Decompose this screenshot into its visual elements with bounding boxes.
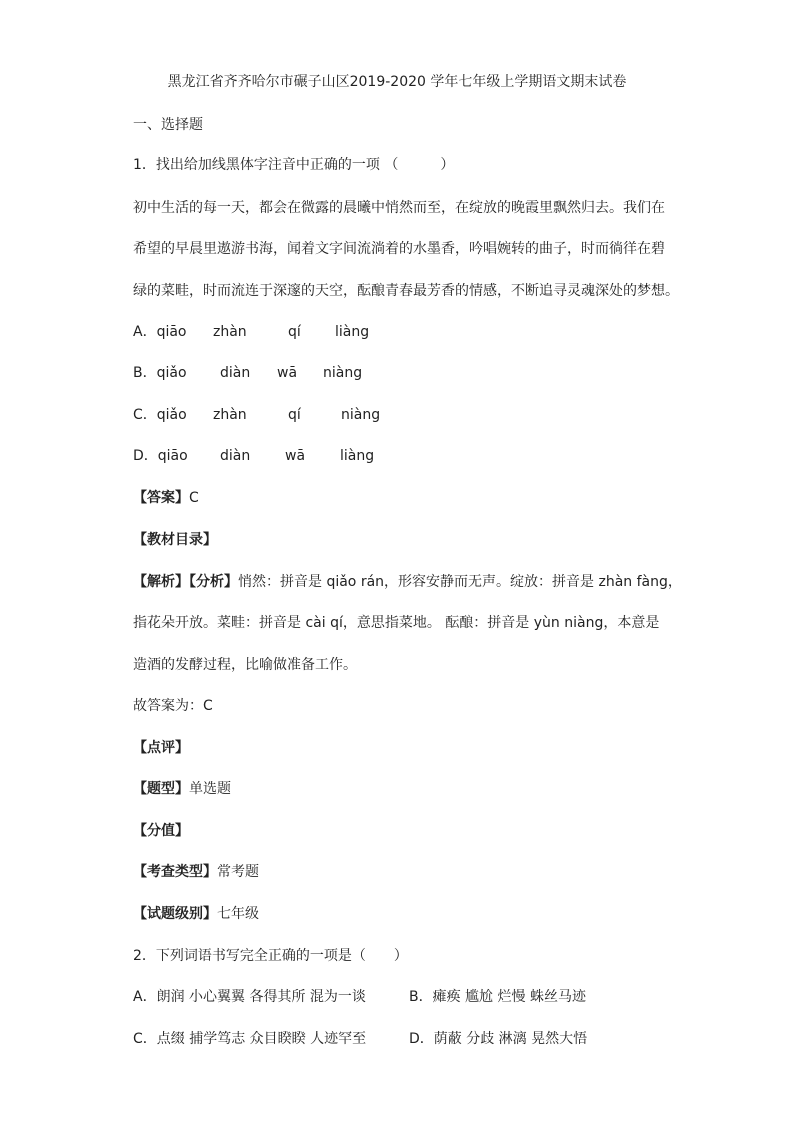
level-tag: 【试题级别】	[133, 906, 217, 922]
option-pinyin: wā	[277, 365, 298, 381]
section-heading: 一、选择题	[133, 117, 203, 133]
option-pinyin: qí	[288, 407, 301, 423]
option-pinyin: liàng	[340, 448, 375, 464]
exam-type-value: 常考题	[217, 864, 259, 880]
analysis-line-3: 造酒的发酵过程，比喻做准备工作。	[133, 657, 357, 673]
level-value: 七年级	[217, 906, 259, 922]
option-pinyin: diàn	[220, 448, 251, 464]
option-pinyin: wā	[285, 448, 306, 464]
type-tag: 【题型】	[133, 781, 189, 797]
type-value: 单选题	[189, 781, 231, 797]
option-label: B．qiǎo	[133, 365, 187, 381]
catalog-tag: 【教材目录】	[133, 532, 217, 548]
level-line	[133, 904, 259, 924]
exam-type-tag: 【考查类型】	[133, 864, 217, 880]
question-1-passage-line-3: 绿的菜畦，时而流连于深邃的天空，酝酿青春最芳香的情感，不断追寻灵魂深处的梦想。	[133, 283, 679, 299]
option-pinyin: diàn	[220, 365, 251, 381]
option-pinyin: qí	[288, 324, 301, 340]
answer-tag: 【答案】	[133, 490, 189, 506]
option-pinyin: liàng	[335, 324, 370, 340]
option-pinyin: zhàn	[213, 407, 247, 423]
option-label: C．qiǎo	[133, 407, 187, 423]
analysis-tag: 【解析】【分析】	[133, 574, 238, 590]
answer-line	[133, 488, 199, 508]
analysis-text: 悄然：拼音是 qiǎo rán，形容安静而无声。绽放：拼音是 zhàn fàng，	[238, 574, 682, 590]
analysis-line-1	[133, 572, 682, 592]
type-line	[133, 779, 231, 799]
question-2-option-a: A．朗润 小心翼翼 各得其所 混为一谈	[133, 989, 366, 1005]
analysis-line-2: 指花朵开放。菜畦：拼音是 cài qí，意思指菜地。 酝酿：拼音是 yùn niàng，本意是	[133, 615, 660, 631]
option-pinyin: niàng	[323, 365, 363, 381]
page-title: 黑龙江省齐齐哈尔市碾子山区2019-2020 学年七年级上学期语文期末试卷	[167, 74, 627, 90]
option-pinyin: niàng	[341, 407, 381, 423]
question-2-option-d: D．荫蔽 分歧 淋漓 晃然大悟	[409, 1031, 588, 1047]
exam-type-line	[133, 862, 259, 882]
option-pinyin: zhàn	[213, 324, 247, 340]
question-2-option-b: B．瘫痪 尴尬 烂慢 蛛丝马迹	[409, 989, 586, 1005]
question-1-passage-line-2: 希望的早晨里遨游书海，闻着文字间流淌着的水墨香，吟唱婉转的曲子，时而徜徉在碧	[133, 241, 665, 257]
conclusion: 故答案为：C	[133, 698, 213, 714]
answer-value: C	[189, 490, 199, 506]
question-2-option-c: C．点缀 捕学笃志 众目睽睽 人迹罕至	[133, 1031, 367, 1047]
option-label: D．qiāo	[133, 448, 188, 464]
question-2-stem: 2．下列词语书写完全正确的一项是（ ）	[133, 948, 408, 964]
option-label: A．qiāo	[133, 324, 187, 340]
comment-tag: 【点评】	[133, 740, 189, 756]
question-1-passage-line-1: 初中生活的每一天，都会在微露的晨曦中悄然而至，在绽放的晚霞里飘然归去。我们在	[133, 200, 665, 216]
question-1-stem: 1．找出给加线黑体字注音中正确的一项 （ ）	[133, 157, 455, 173]
score-tag: 【分值】	[133, 823, 189, 839]
